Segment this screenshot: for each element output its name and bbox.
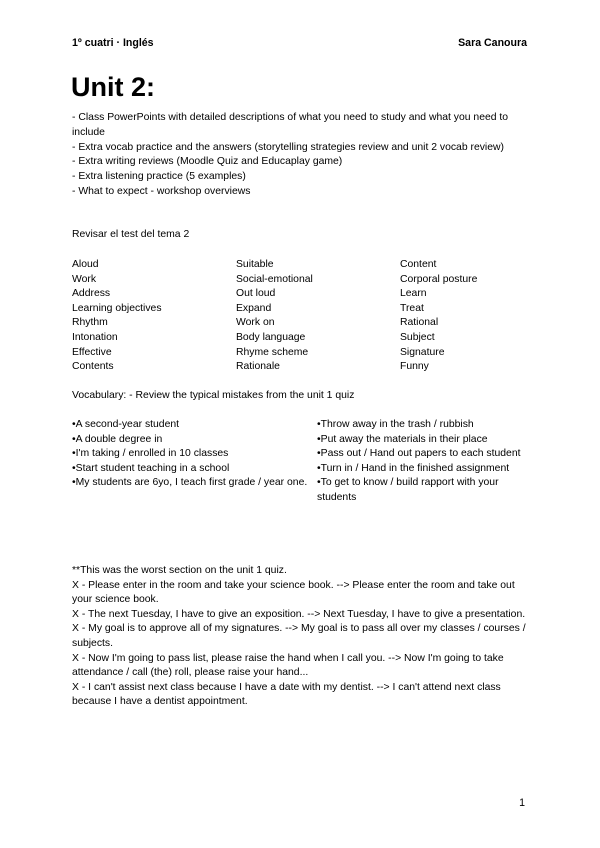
note-line: X - My goal is to approve all of my signatures. --> My goal is to pass all over my classes / courses / subjects. <box>72 623 526 649</box>
vocab-word: Content <box>400 259 437 270</box>
vocab-word: Intonation <box>72 331 118 343</box>
vocab-word: Rhyme scheme <box>236 346 309 358</box>
corrections-list <box>72 564 532 710</box>
vocab-word: Aloud <box>72 259 99 270</box>
vocab-word: Corporal posture <box>400 273 478 285</box>
vocab-word: Funny <box>400 361 429 373</box>
review-test-note: Revisar el test del tema 2 <box>72 229 190 240</box>
list-item: - Class PowerPoints with detailed descriptions of what you need to study and what you need to include <box>72 112 509 138</box>
note-line: X - Now I'm going to pass list, please raise the hand when I call you. --> Now I'm going to take attendance / call (the) roll, please raise your hand... <box>72 652 504 679</box>
vocabulary-intro: Vocabulary: - Review the typical mistakes from the unit 1 quiz <box>72 390 355 401</box>
list-item: - Extra vocab practice and the answers (storytelling strategies review and unit 2 vocab review) <box>72 141 504 153</box>
mistakes-column-right <box>317 418 532 506</box>
list-item: •My students are 6yo, I teach first grade / year one. <box>72 477 308 489</box>
vocab-word: Suitable <box>236 259 274 270</box>
mistakes-column-left <box>72 418 317 506</box>
vocab-word: Rationale <box>236 361 280 373</box>
header-author: Sara Canoura <box>458 37 527 49</box>
page-title: Unit 2: <box>71 72 155 102</box>
vocab-word: Rational <box>400 317 439 329</box>
vocab-word: Social-emotional <box>236 273 313 285</box>
mistakes-list <box>72 418 532 506</box>
vocab-word: Effective <box>72 346 112 358</box>
vocab-word: Body language <box>236 331 306 343</box>
vocab-word: Learn <box>400 288 427 300</box>
list-item: •Throw away in the trash / rubbish <box>317 419 474 430</box>
vocab-column <box>400 258 532 375</box>
vocab-word: Address <box>72 288 111 300</box>
vocab-column <box>236 258 400 375</box>
vocab-word: Work <box>72 273 97 285</box>
vocab-word: Learning objectives <box>72 302 162 314</box>
list-item: •Turn in / Hand in the finished assignment <box>317 462 510 474</box>
note-line: X - The next Tuesday, I have to give an exposition. --> Next Tuesday, I have to give a presentation. <box>72 608 526 620</box>
vocab-word: Contents <box>72 361 114 373</box>
vocab-word: Signature <box>400 346 445 358</box>
list-item: •I'm taking / enrolled in 10 classes <box>72 448 229 460</box>
vocab-word: Work on <box>236 317 275 329</box>
list-item: •Pass out / Hand out papers to each student <box>317 448 521 460</box>
list-item: - What to expect - workshop overviews <box>72 185 251 197</box>
vocab-word: Rhythm <box>72 317 108 329</box>
vocab-table <box>72 258 532 375</box>
vocab-word: Out loud <box>236 288 276 300</box>
list-item: - Extra listening practice (5 examples) <box>72 171 246 183</box>
header-course: 1º cuatri · Inglés <box>72 37 154 49</box>
page-number: 1 <box>519 797 525 809</box>
list-item: •Start student teaching in a school <box>72 462 230 474</box>
vocab-word: Subject <box>400 331 435 343</box>
list-item: •Put away the materials in their place <box>317 433 488 445</box>
vocab-word: Treat <box>400 302 424 314</box>
resource-list <box>72 111 532 200</box>
note-line: X - I can't assist next class because I have a date with my dentist. --> I can't attend next class because I have a dentist appointment. <box>72 681 501 708</box>
vocab-column <box>72 258 236 375</box>
note-line: **This was the worst section on the unit 1 quiz. <box>72 565 287 576</box>
list-item: - Extra writing reviews (Moodle Quiz and Educaplay game) <box>72 156 343 168</box>
vocab-word: Expand <box>236 302 272 314</box>
list-item: •To get to know / build rapport with your students <box>317 477 499 503</box>
list-item: •A second-year student <box>72 419 180 430</box>
list-item: •A double degree in <box>72 433 163 445</box>
note-line: X - Please enter in the room and take your science book. --> Please enter the room and take out your science book. <box>72 579 515 606</box>
